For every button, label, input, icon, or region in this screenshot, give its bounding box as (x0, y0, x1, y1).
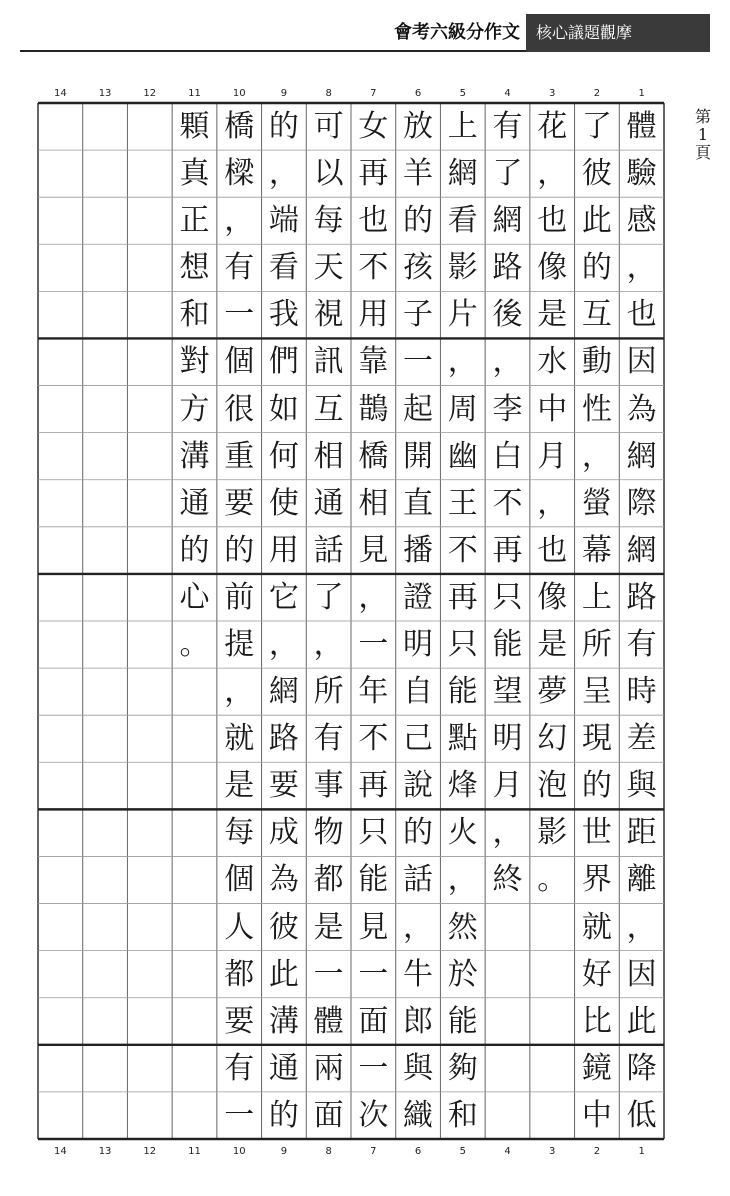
manuscript-char: 路 (268, 721, 299, 757)
manuscript-char: 夠 (447, 1050, 478, 1086)
manuscript-char: 方 (179, 391, 210, 427)
manuscript-char: 都 (313, 862, 344, 898)
manuscript-char: 再 (447, 579, 478, 615)
manuscript-char: 郎 (403, 1003, 434, 1039)
manuscript-char: 水 (537, 344, 568, 380)
manuscript-char: 重 (224, 438, 255, 474)
manuscript-char: 泡 (537, 768, 568, 804)
column-number: 4 (504, 1146, 511, 1157)
manuscript-char: 子 (403, 297, 434, 333)
manuscript-char: 路 (626, 579, 657, 615)
manuscript-char: 羊 (403, 156, 434, 192)
manuscript-char: 李 (492, 391, 523, 427)
manuscript-char: 人 (224, 909, 255, 945)
manuscript-char: 。 (537, 862, 568, 898)
manuscript-char: 有 (492, 109, 523, 144)
manuscript-char: 的 (268, 1097, 299, 1133)
header-badge-text: 核心議題觀摩 (536, 23, 633, 42)
manuscript-char: 能 (358, 862, 389, 898)
manuscript-char: 說 (403, 768, 434, 804)
manuscript-char: 的 (224, 532, 255, 568)
column-number: 2 (593, 88, 601, 99)
manuscript-char: 此 (626, 1003, 657, 1039)
column-number: 1 (638, 1146, 645, 1157)
manuscript-char: 鏡 (581, 1050, 612, 1086)
manuscript-char: 相 (313, 438, 344, 474)
manuscript-char: 的 (581, 250, 612, 286)
manuscript-char: 互 (581, 297, 612, 333)
manuscript-char: 用 (268, 532, 299, 568)
manuscript-char: 顆 (179, 109, 210, 144)
manuscript-char: 的 (179, 532, 210, 568)
manuscript-char: 可 (313, 109, 344, 144)
column-number: 13 (98, 1146, 112, 1157)
manuscript-char: 現 (581, 721, 612, 757)
manuscript-char: 兩 (313, 1050, 344, 1086)
manuscript-char: 話 (403, 862, 434, 898)
manuscript-char: 見 (358, 909, 389, 945)
manuscript-char: 只 (447, 627, 478, 662)
manuscript-char: 也 (537, 203, 568, 239)
manuscript-char: 一 (403, 344, 434, 380)
manuscript-char: 我 (268, 297, 299, 333)
manuscript-char: 網 (626, 532, 657, 568)
manuscript-char: 為 (626, 391, 657, 427)
column-number: 9 (280, 1146, 288, 1157)
manuscript-char: 有 (626, 627, 657, 662)
manuscript-char: 一 (313, 956, 344, 992)
column-number: 4 (504, 88, 511, 99)
column-number: 6 (414, 1146, 422, 1157)
manuscript-char: 樑 (224, 156, 255, 192)
page-label-number: 1 (697, 125, 709, 144)
manuscript-char: 個 (224, 862, 255, 898)
manuscript-char: 一 (224, 1097, 255, 1133)
manuscript-char: 要 (224, 1003, 255, 1039)
manuscript-char: 螢 (581, 485, 612, 521)
manuscript-char: 通 (179, 485, 210, 521)
manuscript-char: 就 (581, 909, 612, 945)
manuscript-char: 也 (626, 297, 657, 333)
column-number: 6 (414, 88, 422, 99)
manuscript-char: 真 (179, 156, 210, 192)
manuscript-char: 一 (224, 297, 255, 333)
manuscript-char: ， (537, 156, 568, 192)
manuscript-char: 然 (447, 909, 478, 945)
manuscript-char: 開 (403, 438, 434, 474)
manuscript-char: 它 (268, 579, 299, 615)
manuscript-char: 成 (268, 815, 299, 851)
manuscript-char: 正 (179, 203, 210, 239)
manuscript-char: 有 (224, 250, 255, 286)
manuscript-char: 起 (403, 391, 434, 427)
manuscript-char: 了 (492, 156, 523, 192)
column-number: 9 (280, 88, 288, 99)
manuscript-char: 有 (224, 1050, 255, 1086)
manuscript-char: 體 (313, 1003, 344, 1039)
manuscript-char: 性 (581, 391, 612, 427)
manuscript-char: 見 (358, 532, 389, 568)
manuscript-char: 橋 (358, 438, 389, 474)
manuscript-char: 所 (581, 627, 612, 662)
column-number: 1 (638, 88, 645, 99)
column-number: 10 (232, 1146, 246, 1157)
manuscript-char: 不 (447, 532, 478, 568)
manuscript-char: 心 (179, 579, 210, 615)
manuscript-char: 只 (358, 815, 389, 851)
manuscript-char: 了 (313, 579, 344, 615)
manuscript-char: 為 (268, 862, 299, 898)
manuscript-char: 感 (626, 203, 657, 239)
manuscript-char: 上 (581, 579, 612, 615)
manuscript-char: 再 (492, 532, 523, 568)
manuscript-char: 直 (403, 485, 434, 521)
manuscript-char: 的 (403, 203, 434, 239)
manuscript-char: 幻 (537, 721, 568, 757)
manuscript-char: ， (626, 909, 657, 945)
manuscript-char: 網 (626, 438, 657, 474)
manuscript-char: 年 (358, 674, 389, 710)
manuscript-char: 們 (268, 344, 299, 380)
manuscript-char: ， (447, 344, 478, 380)
manuscript-char: 驗 (626, 156, 657, 192)
manuscript-char: 織 (403, 1097, 434, 1133)
column-number: 3 (549, 88, 556, 99)
manuscript-char: 距 (626, 815, 657, 851)
manuscript-char: 天 (313, 250, 344, 286)
manuscript-char: 也 (537, 532, 568, 568)
manuscript-char: 幕 (581, 532, 612, 568)
manuscript-char: 因 (626, 344, 657, 380)
manuscript-char: 望 (492, 674, 523, 710)
manuscript-char: 的 (403, 815, 434, 851)
manuscript-char: 像 (537, 250, 568, 286)
manuscript-char: 際 (626, 485, 657, 521)
page-label (688, 108, 718, 162)
manuscript-char: 一 (358, 627, 389, 662)
manuscript-char: 己 (403, 721, 434, 757)
manuscript-char: 月 (492, 768, 523, 804)
manuscript-char: 終 (492, 862, 523, 898)
manuscript-char: 能 (447, 674, 478, 710)
manuscript-char: 網 (268, 674, 299, 710)
manuscript-char: 王 (447, 485, 478, 521)
manuscript-char: 就 (224, 721, 255, 757)
manuscript-char: 有 (313, 721, 344, 757)
manuscript-char: 訊 (313, 344, 344, 380)
manuscript-char: 片 (447, 297, 478, 333)
manuscript-char: 明 (403, 627, 434, 662)
manuscript-char: 一 (358, 1050, 389, 1086)
page-label-suffix: 頁 (694, 143, 711, 162)
manuscript-char: 白 (492, 438, 523, 474)
manuscript-char: 是 (313, 909, 344, 945)
manuscript-char: 不 (358, 250, 389, 286)
manuscript-char: 視 (313, 297, 344, 333)
manuscript-char: 次 (358, 1097, 389, 1133)
manuscript-char: 影 (447, 250, 478, 286)
manuscript-char: ， (492, 815, 523, 851)
manuscript-char: 是 (224, 768, 255, 804)
manuscript-char: 烽 (447, 768, 478, 804)
manuscript-char: 影 (537, 815, 568, 851)
manuscript-char: 點 (447, 721, 478, 757)
manuscript-char: 靠 (358, 344, 389, 380)
manuscript-char: 夢 (537, 674, 568, 710)
manuscript-char: 。 (179, 627, 210, 662)
manuscript-char: ， (447, 862, 478, 898)
manuscript-char: 能 (447, 1003, 478, 1039)
manuscript-char: 比 (581, 1003, 612, 1039)
manuscript-char: 體 (626, 109, 657, 144)
manuscript-char: 所 (313, 674, 344, 710)
manuscript-char: 再 (358, 768, 389, 804)
column-number: 13 (98, 88, 112, 99)
manuscript-char: 通 (268, 1050, 299, 1086)
column-number: 8 (325, 1146, 332, 1157)
manuscript-char: 都 (224, 956, 255, 992)
column-number: 10 (232, 88, 246, 99)
manuscript-char: ， (268, 627, 299, 662)
manuscript-char: 相 (358, 485, 389, 521)
manuscript-char: 溝 (268, 1003, 299, 1039)
manuscript-char: 是 (537, 627, 568, 662)
manuscript-char: 個 (224, 344, 255, 380)
manuscript-char: 網 (447, 156, 478, 192)
manuscript-char: 因 (626, 956, 657, 992)
manuscript-char: 想 (179, 250, 210, 286)
column-number: 11 (188, 1146, 201, 1157)
manuscript-char: 牛 (403, 956, 434, 992)
manuscript-char: 面 (313, 1097, 344, 1133)
manuscript-char: 火 (447, 815, 478, 851)
column-number: 5 (459, 88, 466, 99)
column-number: 12 (143, 88, 157, 99)
manuscript-char: ， (224, 203, 255, 239)
manuscript-char: 通 (313, 485, 344, 521)
manuscript-char: 話 (313, 532, 344, 568)
manuscript-char: 能 (492, 627, 523, 662)
manuscript-char: 此 (268, 956, 299, 992)
manuscript-char: 以 (313, 156, 344, 192)
manuscript-char: ， (268, 156, 299, 192)
column-number: 7 (370, 88, 377, 99)
manuscript-char: ， (224, 674, 255, 710)
manuscript-char: 播 (403, 532, 434, 568)
manuscript-char: 如 (268, 391, 299, 427)
column-number: 8 (325, 88, 332, 99)
column-number: 2 (593, 1146, 601, 1157)
manuscript-char: 和 (179, 297, 210, 333)
manuscript-char: ， (313, 627, 344, 662)
manuscript-char: 的 (268, 109, 299, 144)
manuscript-char: 動 (581, 344, 612, 380)
manuscript-char: 端 (268, 203, 299, 239)
column-number: 14 (53, 1146, 67, 1157)
manuscript-char: 再 (358, 156, 389, 192)
manuscript-char: 彼 (581, 156, 612, 192)
manuscript-char: 降 (626, 1050, 657, 1086)
header-badge (526, 14, 710, 52)
manuscript-char: 用 (358, 297, 389, 333)
manuscript-char: ， (537, 485, 568, 521)
column-number: 7 (370, 1146, 377, 1157)
manuscript-char: 女 (358, 109, 389, 144)
column-number: 5 (459, 1146, 466, 1157)
manuscript-char: 好 (581, 956, 612, 992)
page-label-prefix: 第 (694, 107, 711, 126)
manuscript-char: 是 (537, 297, 568, 333)
manuscript-char: ， (626, 250, 657, 286)
manuscript-char: 路 (492, 250, 523, 286)
manuscript-char: 一 (358, 956, 389, 992)
manuscript-char: 世 (581, 815, 612, 851)
manuscript-char: 差 (626, 721, 657, 757)
manuscript-char: 使 (268, 485, 299, 521)
manuscript-char: 和 (447, 1097, 478, 1133)
manuscript-char: 與 (626, 768, 657, 804)
manuscript-char: 界 (581, 862, 612, 898)
manuscript-char: 網 (492, 203, 523, 239)
manuscript-char: 孩 (403, 250, 434, 286)
manuscript-char: 中 (537, 391, 568, 427)
manuscript-char: 鵲 (358, 391, 389, 427)
manuscript-char: 自 (403, 674, 434, 710)
manuscript-char: 花 (537, 109, 568, 144)
column-number: 14 (53, 88, 67, 99)
manuscript-char: 提 (224, 627, 255, 662)
manuscript-char: 此 (581, 203, 612, 239)
manuscript-char: 事 (313, 768, 344, 804)
manuscript-char: 呈 (581, 674, 612, 710)
manuscript-char: 於 (447, 956, 478, 992)
manuscript-char: ， (403, 909, 434, 945)
manuscript-char: 物 (313, 815, 344, 851)
column-number: 11 (188, 88, 201, 99)
manuscript-char: ， (358, 579, 389, 615)
manuscript-char: 溝 (179, 438, 210, 474)
manuscript-char: ， (492, 344, 523, 380)
manuscript-char: 明 (492, 721, 523, 757)
manuscript-char: 橋 (224, 109, 255, 144)
manuscript-char: 月 (537, 438, 568, 474)
manuscript-char: 看 (268, 250, 299, 286)
manuscript-char: 對 (179, 344, 210, 380)
manuscript-char: 看 (447, 203, 478, 239)
manuscript-char: 幽 (447, 438, 478, 474)
manuscript-char: 要 (224, 485, 255, 521)
manuscript-char: 的 (581, 768, 612, 804)
manuscript-char: 也 (358, 203, 389, 239)
manuscript-char: 彼 (268, 909, 299, 945)
manuscript-char: 後 (492, 297, 523, 333)
manuscript-char: 每 (224, 815, 255, 851)
column-number: 12 (143, 1146, 157, 1157)
manuscript-char: 證 (403, 579, 434, 615)
manuscript-char: 面 (358, 1003, 389, 1039)
manuscript-char: 只 (492, 579, 523, 615)
manuscript-char: 與 (403, 1050, 434, 1086)
manuscript-char: 不 (358, 721, 389, 757)
manuscript-char: 像 (537, 579, 568, 615)
manuscript-char: 低 (626, 1097, 657, 1133)
manuscript-char: 了 (581, 109, 612, 144)
header-title: 會考六級分作文 (394, 22, 520, 43)
manuscript-char: 要 (268, 768, 299, 804)
manuscript-char: 上 (447, 109, 478, 144)
manuscript-char: 中 (581, 1097, 612, 1133)
manuscript-char: 很 (224, 391, 255, 427)
manuscript-char: ， (581, 438, 612, 474)
manuscript-char: 每 (313, 203, 344, 239)
column-number: 3 (549, 1146, 556, 1157)
manuscript-char: 互 (313, 391, 344, 427)
manuscript-char: 何 (268, 438, 299, 474)
manuscript-char: 時 (626, 674, 657, 710)
manuscript-char: 不 (492, 485, 523, 521)
manuscript-char: 前 (224, 579, 255, 615)
manuscript-char: 周 (447, 391, 478, 427)
manuscript-char: 放 (403, 109, 434, 144)
manuscript-char: 離 (626, 862, 657, 898)
